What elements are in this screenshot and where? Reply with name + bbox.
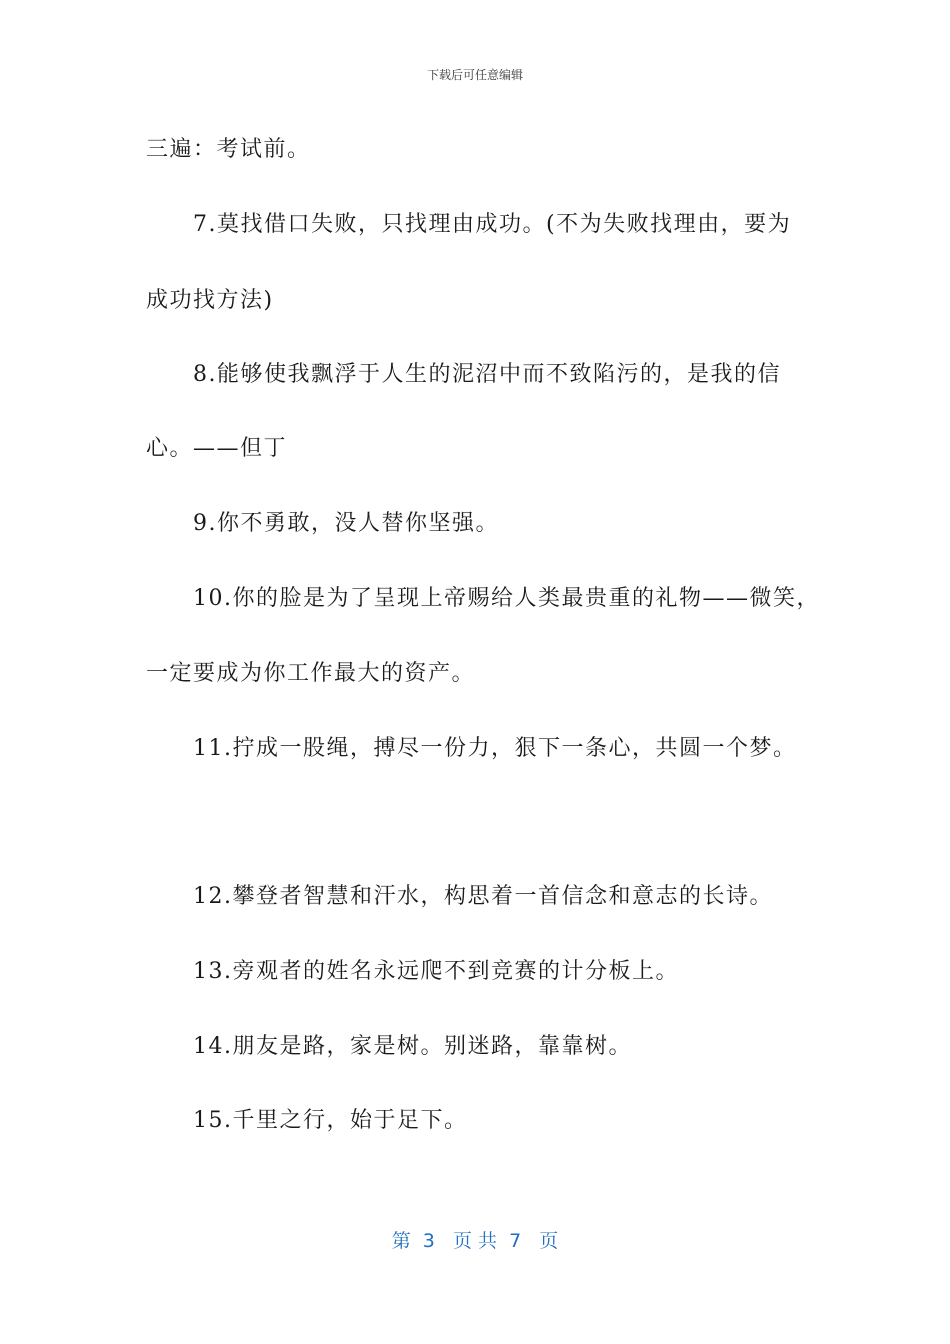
text-line: 10.你的脸是为了呈现上帝赐给人类最贵重的礼物——微笑， <box>193 586 820 611</box>
text-line: 三遍：考试前。 <box>146 137 311 162</box>
text-line: 8.能够使我飘浮于人生的泥沼中而不致陷污的，是我的信 <box>193 362 781 387</box>
text-line: 一定要成为你工作最大的资产。 <box>146 661 476 686</box>
text-line: 9.你不勇敢，没人替你坚强。 <box>193 511 499 536</box>
text-line: 成功找方法) <box>146 288 274 313</box>
text-line: 12.攀登者智慧和汗水，构思着一首信念和意志的长诗。 <box>193 884 773 909</box>
page-header: 下载后可任意编辑 <box>426 68 523 82</box>
text-line: 7.莫找借口失败，只找理由成功。(不为失败找理由，要为 <box>193 212 792 237</box>
text-line: 14.朋友是路，家是树。别迷路，靠靠树。 <box>193 1034 632 1059</box>
text-line: 13.旁观者的姓名永远爬不到竞赛的计分板上。 <box>193 959 679 984</box>
text-line: 心。——但丁 <box>146 436 288 461</box>
page-footer: 第 3 页 共 7 页 <box>391 1230 559 1252</box>
text-line: 15.千里之行，始于足下。 <box>193 1108 468 1133</box>
text-line: 11.拧成一股绳，搏尽一份力，狠下一条心，共圆一个梦。 <box>193 736 797 761</box>
